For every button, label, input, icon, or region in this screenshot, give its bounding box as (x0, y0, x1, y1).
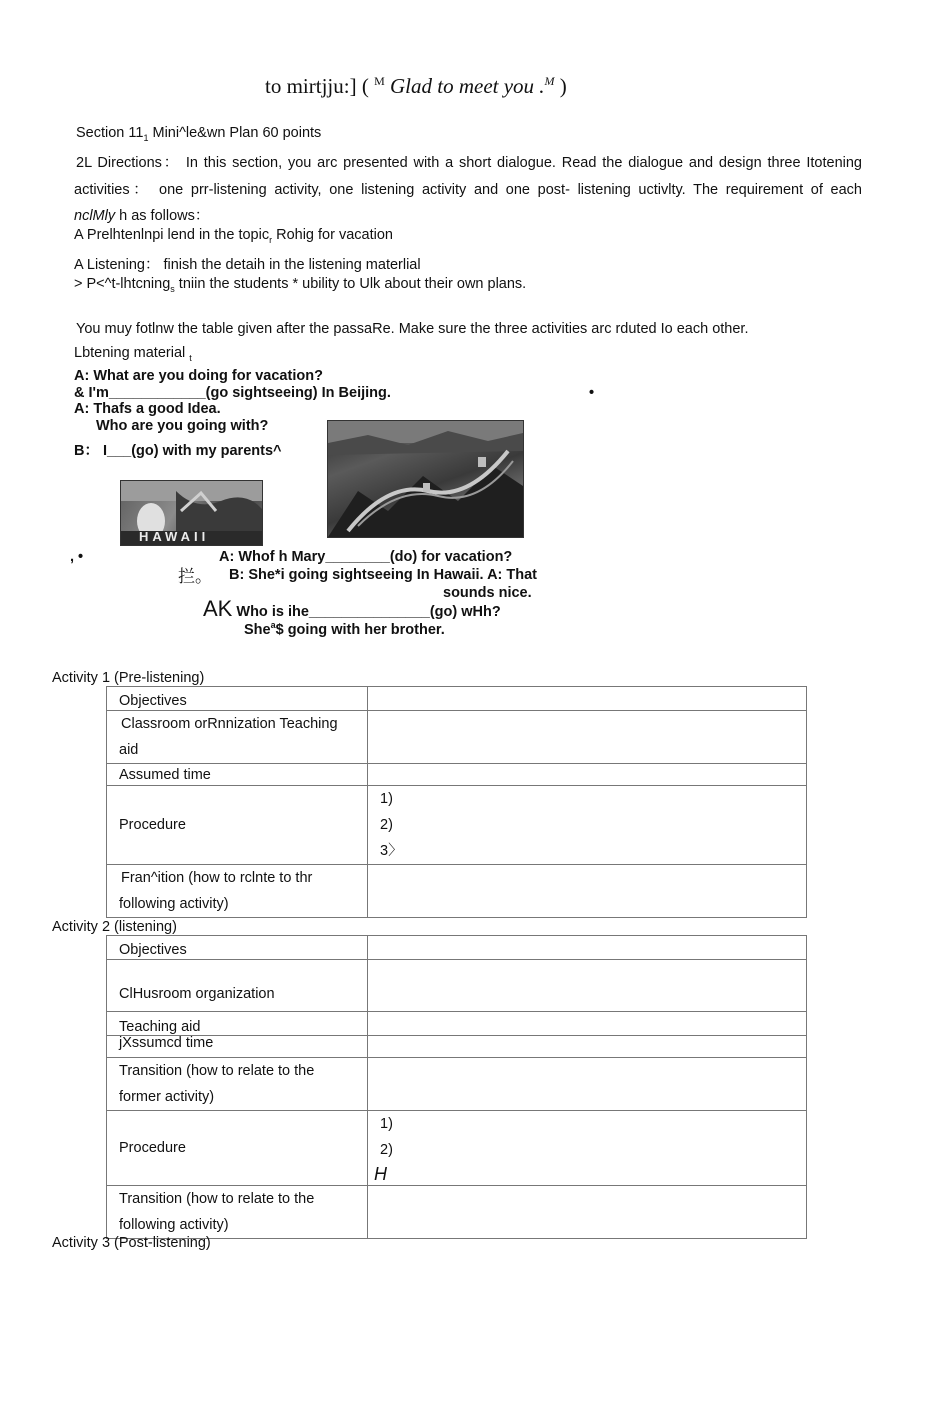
req1-sub: r (269, 234, 273, 245)
transition-following-label (107, 1186, 368, 1239)
transition-former-cell[interactable] (368, 1058, 807, 1111)
dialogue-line-4: Who are you going with? (96, 418, 269, 434)
dialogue-line-10-sup: a (270, 620, 276, 630)
section-heading-sub: 1 (143, 132, 149, 143)
dialogue-line-6: A: Whof h Mary________(do) for vacation? (219, 549, 513, 565)
directions-italic: nclMly (74, 208, 116, 224)
table-row (107, 960, 807, 1012)
directions-line-1: 2L Directions： In this section, you arc presented with a short dialogue. Read the dialogue and design three Itotening (76, 155, 862, 171)
great-wall-illustration (328, 421, 523, 537)
table-row (107, 1111, 807, 1186)
table-row (107, 711, 807, 764)
req3-rest: tniin the students * ubility to Ulk about their own plans. (174, 276, 527, 292)
transition-following-line-1: Transition (how to relate to the (119, 1191, 315, 1207)
transition-former-line-2: former activity) (119, 1089, 215, 1105)
procedure-step-1: 1) (380, 791, 393, 807)
req1-text: A Prelhtenlnpi lend in the topic (74, 227, 270, 243)
time-cell[interactable] (368, 764, 807, 786)
material-label-sub: t (189, 352, 192, 363)
table-row (107, 1058, 807, 1111)
dialogue-line-9-big: AK (203, 596, 233, 621)
transition-label-line-1: Fran^ition (how to rclnte to thr (121, 870, 313, 886)
dialogue-line-7: B: She*i going sightseeing In Hawaii. A: That (229, 567, 538, 583)
activity-1-table (106, 686, 807, 918)
title-sup-1: M (374, 74, 385, 88)
transition-former-line-1: Transition (how to relate to the (119, 1063, 315, 1079)
procedure-cell[interactable] (368, 1111, 807, 1186)
activity-1-label: Activity 1 (Pre-listening) (52, 670, 205, 686)
table-row (107, 1186, 807, 1239)
table-row (107, 1036, 807, 1058)
transition-following-line-2: following activity) (119, 1217, 229, 1233)
page-title (265, 74, 567, 99)
dialogue-line-9 (203, 596, 501, 622)
section-heading (76, 125, 321, 143)
follow-instruction: You muy fotlnw the table given after the passaRe. Make sure the three activities arc rduted Io each other. (76, 321, 749, 337)
req3-sub: s (170, 283, 175, 294)
title-sup-2: M (544, 74, 555, 88)
chinese-mark: 拦。 (178, 567, 212, 587)
dialogue-line-10-rest: $ going with her brother. (275, 621, 445, 638)
directions-line-3-rest: h as follows： (115, 208, 210, 224)
procedure-label: Procedure (107, 786, 368, 865)
organization-label-line-2: aid (119, 742, 139, 758)
time-label: Assumed time (107, 764, 368, 786)
hawaii-caption: HAWAII (139, 529, 210, 544)
dialogue-line-9-text: Who is ihe_______________(go) wHh? (232, 604, 501, 620)
procedure-step-2: 2) (380, 817, 393, 833)
requirement-listening: A Listening： finish the detaih in the listening materlial (74, 257, 421, 273)
table-row (107, 1012, 807, 1036)
objectives-cell[interactable] (368, 936, 807, 960)
organization-label-line-1: Classroom orRnnization Teaching (121, 716, 338, 732)
procedure-step-1: 1) (380, 1116, 393, 1132)
table-row (107, 936, 807, 960)
bullet-mark: • (589, 385, 595, 401)
directions-line-2: activities： one prr-listening activity, one listening activity and one post- listening uctivlty. The requirement of each (74, 182, 862, 198)
procedure-cell[interactable] (368, 786, 807, 865)
procedure-label: Procedure (107, 1111, 368, 1186)
organization-cell[interactable] (368, 711, 807, 764)
objectives-cell[interactable] (368, 687, 807, 711)
objectives-label: Objectives (107, 936, 368, 960)
procedure-step-3: 3〉 (380, 843, 403, 859)
title-suffix: ) (554, 74, 567, 98)
time-cell[interactable] (368, 1036, 807, 1058)
title-prefix: to mirtjju:] ( (265, 74, 375, 98)
activity-2-table (106, 935, 807, 1239)
req3-text: > P<^t-lhtcning (74, 276, 171, 292)
objectives-label: Objectives (107, 687, 368, 711)
section-heading-text: Section 11 (76, 125, 144, 141)
transition-former-label (107, 1058, 368, 1111)
dialogue-line-5: B： I___(go) with my parents^ (74, 443, 282, 459)
dialogue-line-8: sounds nice. (443, 585, 532, 601)
dialogue-line-10 (244, 620, 445, 638)
procedure-step-2: 2) (380, 1142, 393, 1158)
organization-label (107, 711, 368, 764)
material-label-text: Lbtening material (74, 345, 186, 361)
req1-rest: Rohig for vacation (272, 227, 393, 243)
teaching-aid-cell[interactable] (368, 1012, 807, 1036)
table-row (107, 764, 807, 786)
procedure-step-3: H (374, 1164, 387, 1184)
dialogue-line-10-text: She (244, 621, 271, 638)
organization-label: ClHusroom organization (107, 960, 368, 1012)
activity-2-label: Activity 2 (listening) (52, 919, 177, 935)
requirement-post-listening (74, 276, 526, 294)
teaching-aid-label: Teaching aid (107, 1012, 368, 1036)
time-label: jXssumcd time (107, 1036, 368, 1058)
directions-line-3 (74, 204, 209, 225)
transition-following-cell[interactable] (368, 1186, 807, 1239)
activity-3-label: Activity 3 (Post-listening) (52, 1235, 211, 1251)
organization-cell[interactable] (368, 960, 807, 1012)
listening-material-label (74, 345, 192, 363)
transition-label-line-2: following activity) (119, 896, 229, 912)
transition-label (107, 865, 368, 918)
dialogue-line-3: A: Thafs a good Idea. (74, 401, 221, 417)
section-heading-rest: Mini^le&wn Plan 60 points (148, 125, 322, 141)
dialogue-line-2: & I'm____________(go sightseeing) In Beijing. (74, 385, 391, 401)
table-row (107, 865, 807, 918)
stray-marks: , • (70, 549, 84, 565)
hawaii-photo (120, 480, 263, 546)
table-row (107, 786, 807, 865)
transition-cell[interactable] (368, 865, 807, 918)
dialogue-line-1: A: What are you doing for vacation? (74, 368, 323, 384)
title-main: Glad to meet you . (384, 74, 545, 98)
requirement-pre-listening (74, 227, 393, 245)
great-wall-photo (327, 420, 524, 538)
table-row (107, 687, 807, 711)
